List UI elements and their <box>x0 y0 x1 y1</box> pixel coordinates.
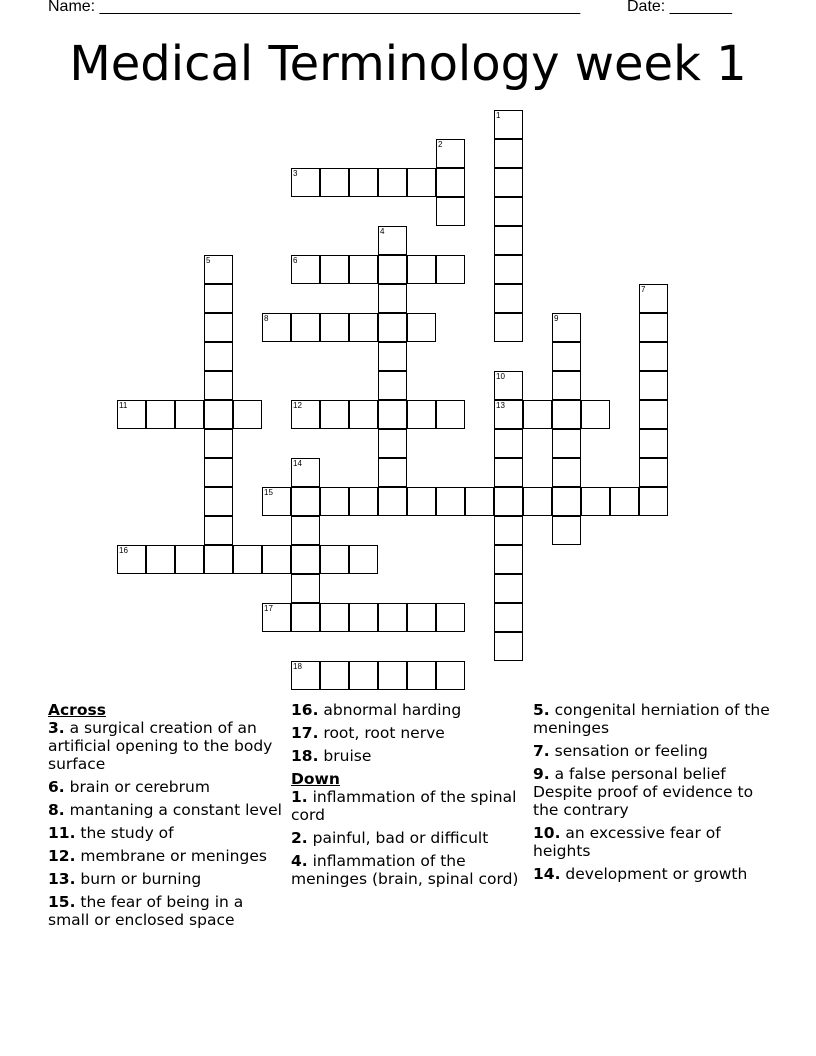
grid-cell[interactable] <box>262 545 291 574</box>
grid-cell[interactable] <box>407 603 436 632</box>
grid-cell[interactable] <box>639 284 668 313</box>
grid-cell[interactable] <box>494 458 523 487</box>
clue-number: 6. <box>48 778 65 796</box>
clue-number: 10. <box>533 824 561 842</box>
grid-cell[interactable] <box>378 661 407 690</box>
grid-cell[interactable] <box>349 168 378 197</box>
clue-number: 3. <box>48 719 65 737</box>
grid-cell[interactable] <box>320 400 349 429</box>
grid-cell[interactable] <box>378 313 407 342</box>
clue-across-18 <box>291 747 527 765</box>
grid-cell[interactable] <box>146 545 175 574</box>
grid-cell[interactable] <box>552 313 581 342</box>
grid-cell[interactable] <box>465 487 494 516</box>
grid-cell[interactable] <box>436 400 465 429</box>
grid-cell[interactable] <box>320 168 349 197</box>
grid-cell[interactable] <box>146 400 175 429</box>
clue-down-9 <box>533 765 783 819</box>
grid-cell[interactable] <box>494 400 523 429</box>
grid-cell[interactable] <box>204 487 233 516</box>
clue-number: 12. <box>48 847 76 865</box>
clue-text: the fear of being in a small or enclosed space <box>48 893 244 929</box>
cell-number: 6 <box>293 256 298 265</box>
grid-cell[interactable] <box>291 603 320 632</box>
grid-cell[interactable] <box>639 429 668 458</box>
date-label: Date: <box>627 0 670 15</box>
grid-cell[interactable] <box>378 371 407 400</box>
clue-across-13 <box>48 870 284 888</box>
grid-cell[interactable] <box>494 545 523 574</box>
grid-cell[interactable] <box>262 603 291 632</box>
grid-cell[interactable] <box>204 342 233 371</box>
clue-number: 2. <box>291 829 308 847</box>
clue-number: 13. <box>48 870 76 888</box>
clue-number: 15. <box>48 893 76 911</box>
grid-cell[interactable] <box>494 429 523 458</box>
cell-number: 10 <box>496 372 505 381</box>
cell-number: 14 <box>293 459 302 468</box>
grid-cell[interactable] <box>204 458 233 487</box>
name-label: Name: <box>48 0 100 15</box>
cell-number: 7 <box>641 285 646 294</box>
grid-cell[interactable] <box>610 487 639 516</box>
grid-cell[interactable] <box>204 284 233 313</box>
grid-cell[interactable] <box>204 545 233 574</box>
grid-cell[interactable] <box>291 255 320 284</box>
grid-cell[interactable] <box>117 400 146 429</box>
grid-cell[interactable] <box>349 545 378 574</box>
grid-cell[interactable] <box>349 661 378 690</box>
grid-cell[interactable] <box>494 168 523 197</box>
grid-cell[interactable] <box>494 110 523 139</box>
grid-cell[interactable] <box>494 487 523 516</box>
clue-number: 4. <box>291 852 308 870</box>
clue-text: congenital herniation of the meninges <box>533 701 770 737</box>
clue-text: mantaning a constant level <box>69 801 282 819</box>
grid-cell[interactable] <box>175 545 204 574</box>
clue-number: 9. <box>533 765 550 783</box>
grid-cell[interactable] <box>378 603 407 632</box>
down-heading: Down <box>291 770 340 788</box>
grid-cell[interactable] <box>639 313 668 342</box>
grid-cell[interactable] <box>262 487 291 516</box>
clue-across-8 <box>48 801 284 819</box>
grid-cell[interactable] <box>291 661 320 690</box>
clues-column-3 <box>533 701 783 888</box>
grid-cell[interactable] <box>581 487 610 516</box>
name-line[interactable]: ______________________________________________________ <box>99 0 581 15</box>
cell-number: 13 <box>496 401 505 410</box>
grid-cell[interactable] <box>494 574 523 603</box>
grid-cell[interactable] <box>117 545 146 574</box>
clue-down-7 <box>533 742 783 760</box>
clue-text: sensation or feeling <box>554 742 708 760</box>
clue-text: an excessive fear of heights <box>533 824 721 860</box>
grid-cell[interactable] <box>436 487 465 516</box>
grid-cell[interactable] <box>320 661 349 690</box>
grid-cell[interactable] <box>494 371 523 400</box>
grid-cell[interactable] <box>291 487 320 516</box>
cell-number: 15 <box>264 488 273 497</box>
grid-cell[interactable] <box>523 487 552 516</box>
across-heading: Across <box>48 701 106 719</box>
grid-cell[interactable] <box>175 400 204 429</box>
grid-cell[interactable] <box>349 487 378 516</box>
grid-cell[interactable] <box>320 603 349 632</box>
clue-down-14 <box>533 865 783 883</box>
grid-cell[interactable] <box>581 400 610 429</box>
grid-cell[interactable] <box>378 255 407 284</box>
clue-text: membrane or meninges <box>80 847 267 865</box>
clue-text: inflammation of the spinal cord <box>291 788 517 824</box>
grid-cell[interactable] <box>204 371 233 400</box>
grid-cell[interactable] <box>349 603 378 632</box>
grid-cell[interactable] <box>204 313 233 342</box>
clue-text: brain or cerebrum <box>69 778 210 796</box>
clue-text: a false personal belief Despite proof of evidence to the contrary <box>533 765 754 819</box>
grid-cell[interactable] <box>552 487 581 516</box>
clue-down-10 <box>533 824 783 860</box>
cell-number: 8 <box>264 314 269 323</box>
grid-cell[interactable] <box>320 313 349 342</box>
grid-cell[interactable] <box>378 168 407 197</box>
clue-number: 14. <box>533 865 561 883</box>
grid-cell[interactable] <box>494 632 523 661</box>
clue-across-16 <box>291 701 527 719</box>
grid-cell[interactable] <box>494 284 523 313</box>
clue-text: bruise <box>323 747 372 765</box>
grid-cell[interactable] <box>291 574 320 603</box>
clue-number: 17. <box>291 724 319 742</box>
cell-number: 11 <box>119 401 128 410</box>
grid-cell[interactable] <box>552 371 581 400</box>
cell-number: 1 <box>496 111 501 120</box>
cell-number: 3 <box>293 169 298 178</box>
grid-cell[interactable] <box>407 168 436 197</box>
clue-number: 11. <box>48 824 76 842</box>
grid-cell[interactable] <box>378 284 407 313</box>
grid-cell[interactable] <box>552 458 581 487</box>
grid-cell[interactable] <box>262 313 291 342</box>
clue-down-4 <box>291 852 527 888</box>
grid-cell[interactable] <box>378 226 407 255</box>
grid-cell[interactable] <box>378 458 407 487</box>
clue-down-1 <box>291 788 527 824</box>
clue-text: the study of <box>80 824 174 842</box>
grid-cell[interactable] <box>407 313 436 342</box>
grid-cell[interactable] <box>436 139 465 168</box>
clue-across-12 <box>48 847 284 865</box>
clues-column-2 <box>291 701 527 893</box>
grid-cell[interactable] <box>378 342 407 371</box>
grid-cell[interactable] <box>436 168 465 197</box>
clue-text: a surgical creation of an artificial opening to the body surface <box>48 719 273 773</box>
grid-cell[interactable] <box>494 255 523 284</box>
grid-cell[interactable] <box>204 516 233 545</box>
clue-text: inflammation of the meninges (brain, spinal cord) <box>291 852 519 888</box>
grid-cell[interactable] <box>378 429 407 458</box>
grid-cell[interactable] <box>494 197 523 226</box>
grid-cell[interactable] <box>320 255 349 284</box>
grid-cell[interactable] <box>494 313 523 342</box>
grid-cell[interactable] <box>291 516 320 545</box>
clue-number: 8. <box>48 801 65 819</box>
clue-text: development or growth <box>565 865 748 883</box>
grid-cell[interactable] <box>639 371 668 400</box>
grid-cell[interactable] <box>407 661 436 690</box>
clue-across-6 <box>48 778 284 796</box>
grid-cell[interactable] <box>349 313 378 342</box>
clue-text: burn or burning <box>80 870 202 888</box>
grid-cell[interactable] <box>436 255 465 284</box>
grid-cell[interactable] <box>552 400 581 429</box>
cell-number: 9 <box>554 314 559 323</box>
grid-cell[interactable] <box>436 603 465 632</box>
grid-cell[interactable] <box>349 255 378 284</box>
clue-number: 16. <box>291 701 319 719</box>
clue-text: abnormal harding <box>323 701 462 719</box>
grid-cell[interactable] <box>233 400 262 429</box>
cell-number: 16 <box>119 546 128 555</box>
grid-cell[interactable] <box>407 487 436 516</box>
grid-cell[interactable] <box>523 400 552 429</box>
clue-across-11 <box>48 824 284 842</box>
clue-down-2 <box>291 829 527 847</box>
clues-column-1 <box>48 701 284 934</box>
grid-cell[interactable] <box>436 661 465 690</box>
grid-cell[interactable] <box>552 429 581 458</box>
clue-number: 5. <box>533 701 550 719</box>
cell-number: 12 <box>293 401 302 410</box>
clue-down-5 <box>533 701 783 737</box>
grid-cell[interactable] <box>639 458 668 487</box>
clue-number: 1. <box>291 788 308 806</box>
grid-cell[interactable] <box>378 487 407 516</box>
grid-cell[interactable] <box>291 545 320 574</box>
grid-cell[interactable] <box>233 545 262 574</box>
clue-number: 18. <box>291 747 319 765</box>
grid-cell[interactable] <box>291 400 320 429</box>
grid-cell[interactable] <box>204 400 233 429</box>
page-title: Medical Terminology week 1 <box>69 36 747 92</box>
clue-text: root, root nerve <box>323 724 445 742</box>
grid-cell[interactable] <box>407 400 436 429</box>
grid-cell[interactable] <box>639 400 668 429</box>
clue-text: painful, bad or difficult <box>312 829 489 847</box>
grid-cell[interactable] <box>291 313 320 342</box>
grid-cell[interactable] <box>494 516 523 545</box>
grid-cell[interactable] <box>407 255 436 284</box>
cell-number: 2 <box>438 140 443 149</box>
grid-cell[interactable] <box>320 545 349 574</box>
grid-cell[interactable] <box>639 487 668 516</box>
date-line[interactable]: _______ <box>669 0 732 15</box>
cell-number: 18 <box>293 662 302 671</box>
grid-cell[interactable] <box>494 139 523 168</box>
grid-cell[interactable] <box>552 342 581 371</box>
grid-cell[interactable] <box>552 516 581 545</box>
grid-cell[interactable] <box>291 168 320 197</box>
grid-cell[interactable] <box>378 400 407 429</box>
grid-cell[interactable] <box>494 603 523 632</box>
grid-cell[interactable] <box>204 429 233 458</box>
grid-cell[interactable] <box>494 226 523 255</box>
cell-number: 17 <box>264 604 273 613</box>
grid-cell[interactable] <box>204 255 233 284</box>
grid-cell[interactable] <box>639 342 668 371</box>
clue-across-15 <box>48 893 284 929</box>
clue-across-3 <box>48 719 284 773</box>
cell-number: 5 <box>206 256 211 265</box>
grid-cell[interactable] <box>349 400 378 429</box>
cell-number: 4 <box>380 227 385 236</box>
grid-cell[interactable] <box>436 197 465 226</box>
clue-number: 7. <box>533 742 550 760</box>
grid-cell[interactable] <box>291 458 320 487</box>
clue-across-17 <box>291 724 527 742</box>
grid-cell[interactable] <box>320 487 349 516</box>
